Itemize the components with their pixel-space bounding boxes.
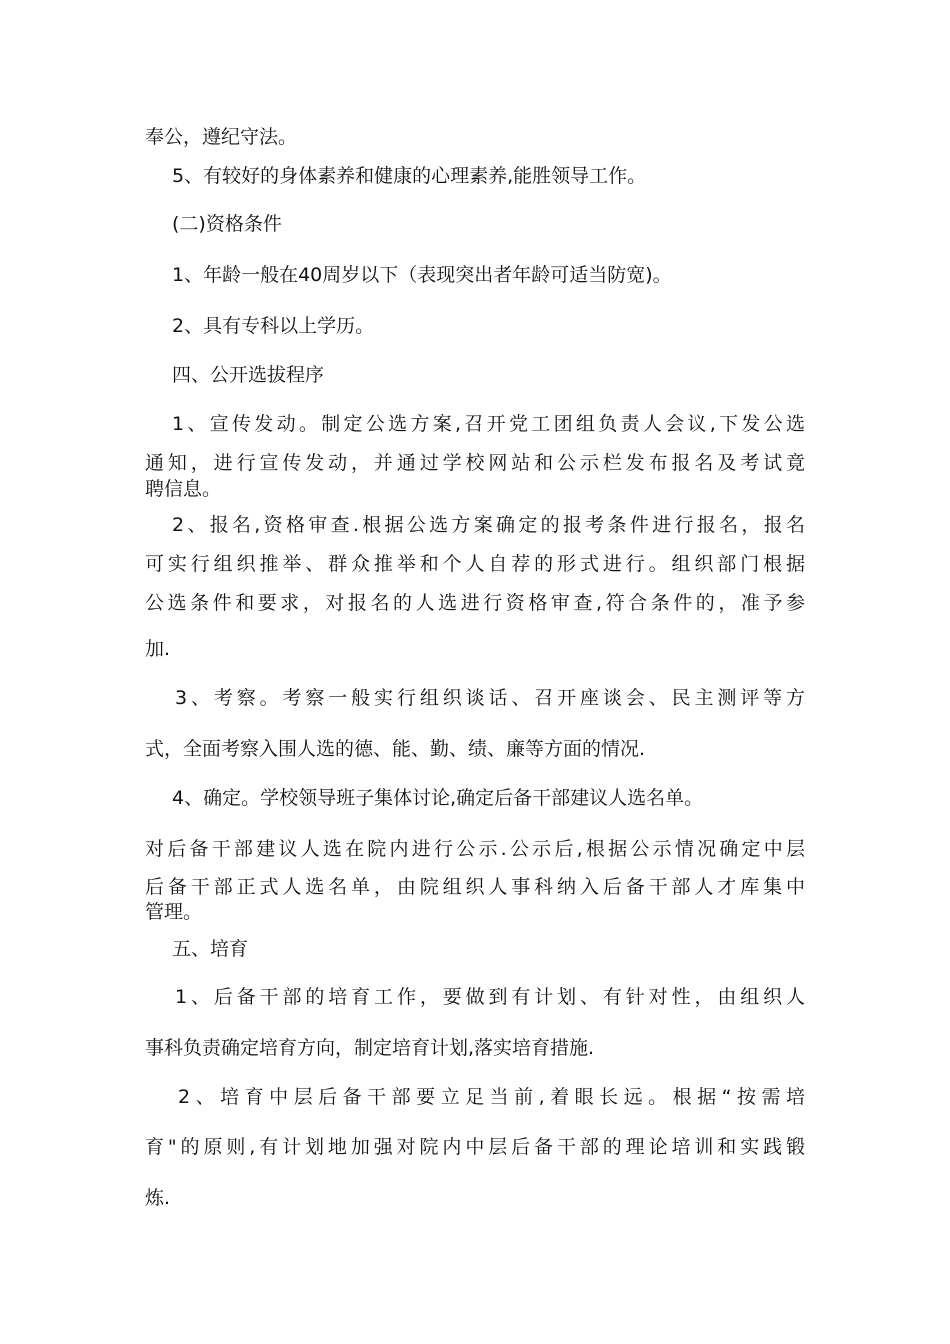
text-line: 公选条件和要求，对报名的人选进行资格审查,符合条件的，准予参 bbox=[145, 592, 805, 614]
text-line: 聘信息。 bbox=[145, 478, 222, 500]
text-line: 后备干部正式人选名单，由院组织人事科纳入后备干部人才库集中 bbox=[145, 876, 805, 898]
text-line: 2、具有专科以上学历。 bbox=[172, 315, 375, 337]
text-line: 对后备干部建议人选在院内进行公示.公示后,根据公示情况确定中层 bbox=[145, 838, 805, 860]
text-line: 奉公，遵纪守法。 bbox=[145, 126, 298, 148]
text-line: 事科负责确定培育方向，制定培育计划,落实培育措施. bbox=[145, 1037, 595, 1059]
text-line: 2、培育中层后备干部要立足当前,着眼长远。根据“按需培 bbox=[178, 1086, 805, 1108]
text-line: 加. bbox=[145, 638, 171, 660]
text-line: 2、报名,资格审查.根据公选方案确定的报考条件进行报名，报名 bbox=[172, 514, 805, 536]
text-line: 1、宣传发动。制定公选方案,召开党工团组负责人会议,下发公选 bbox=[172, 413, 805, 435]
section-heading: (二)资格条件 bbox=[172, 213, 282, 235]
text-line: 4、确定。学校领导班子集体讨论,确定后备干部建议人选名单。 bbox=[172, 787, 704, 809]
text-line: 可实行组织推举、群众推举和个人自荐的形式进行。组织部门根据 bbox=[145, 553, 805, 575]
text-line: 炼. bbox=[145, 1187, 171, 1209]
text-line: 5、有较好的身体素养和健康的心理素养,能胜领导工作。 bbox=[172, 165, 647, 187]
text-line: 式，全面考察入围人选的德、能、勤、绩、廉等方面的情况. bbox=[145, 738, 646, 760]
section-heading: 四、公开选拔程序 bbox=[172, 364, 325, 386]
section-heading: 五、培育 bbox=[172, 938, 249, 960]
text-line: 3、考察。考察一般实行组织谈话、召开座谈会、民主测评等方 bbox=[175, 687, 805, 709]
text-line: 1、年龄一般在40周岁以下（表现突出者年龄可适当防宽)。 bbox=[172, 264, 672, 286]
text-line: 育"的原则,有计划地加强对院内中层后备干部的理论培训和实践锻 bbox=[145, 1136, 805, 1158]
text-line: 1、后备干部的培育工作，要做到有计划、有针对性，由组织人 bbox=[175, 986, 805, 1008]
text-line: 管理。 bbox=[145, 901, 203, 923]
text-line: 通知，进行宣传发动，并通过学校网站和公示栏发布报名及考试竟 bbox=[145, 452, 805, 474]
